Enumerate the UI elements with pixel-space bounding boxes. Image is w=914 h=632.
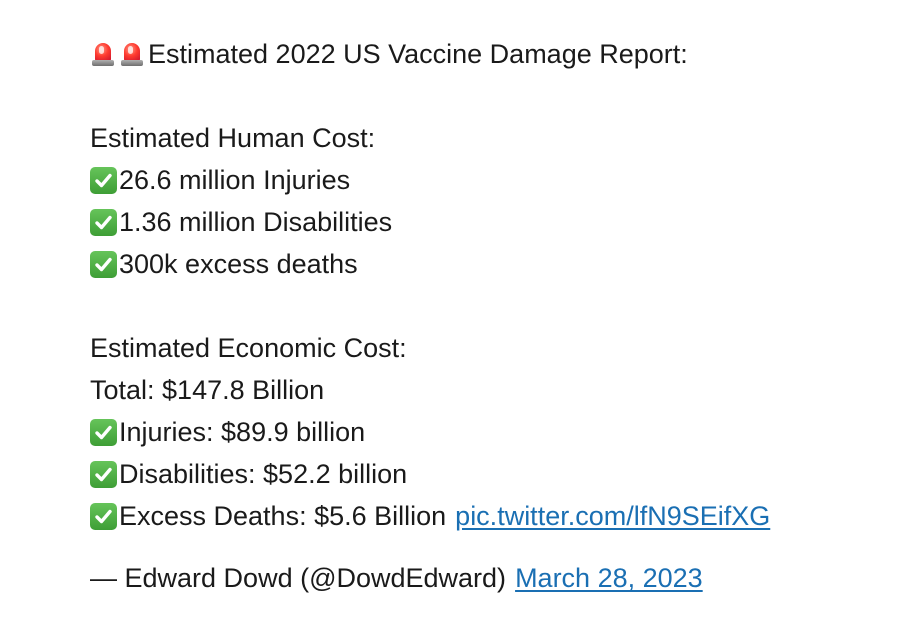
list-item — [90, 243, 900, 285]
check-mark-icon — [90, 251, 117, 278]
check-mark-icon — [90, 167, 117, 194]
list-item — [90, 411, 900, 453]
embedded-tweet — [90, 33, 900, 599]
author-name: — Edward Dowd (@DowdEdward) — [90, 563, 507, 593]
human-cost-injuries: 26.6 million Injuries — [119, 165, 351, 195]
economic-cost-deaths: Excess Deaths: $5.6 Billion — [119, 501, 447, 531]
list-item — [90, 453, 900, 495]
human-cost-heading: Estimated Human Cost: — [90, 123, 376, 153]
economic-cost-heading: Estimated Economic Cost: — [90, 333, 407, 363]
human-cost-deaths: 300k excess deaths — [119, 249, 358, 279]
list-item — [90, 495, 900, 537]
list-item — [90, 159, 900, 201]
check-mark-icon — [90, 503, 117, 530]
police-siren-icon — [90, 40, 116, 68]
tweet-headline — [90, 33, 900, 75]
check-mark-icon — [90, 209, 117, 236]
blank-line — [90, 75, 900, 117]
tweet-attribution — [90, 557, 900, 599]
human-cost-disabilities: 1.36 million Disabilities — [119, 207, 393, 237]
police-siren-icon — [119, 40, 145, 68]
list-item — [90, 201, 900, 243]
tweet-date-link[interactable]: March 28, 2023 — [515, 563, 703, 593]
blank-line — [90, 285, 900, 327]
headline-text: Estimated 2022 US Vaccine Damage Report: — [148, 39, 688, 69]
economic-cost-disabilities: Disabilities: $52.2 billion — [119, 459, 408, 489]
economic-cost-injuries: Injuries: $89.9 billion — [119, 417, 366, 447]
check-mark-icon — [90, 419, 117, 446]
economic-cost-total: Total: $147.8 Billion — [90, 375, 325, 405]
twitter-image-link[interactable]: pic.twitter.com/lfN9SEifXG — [455, 501, 771, 531]
check-mark-icon — [90, 461, 117, 488]
